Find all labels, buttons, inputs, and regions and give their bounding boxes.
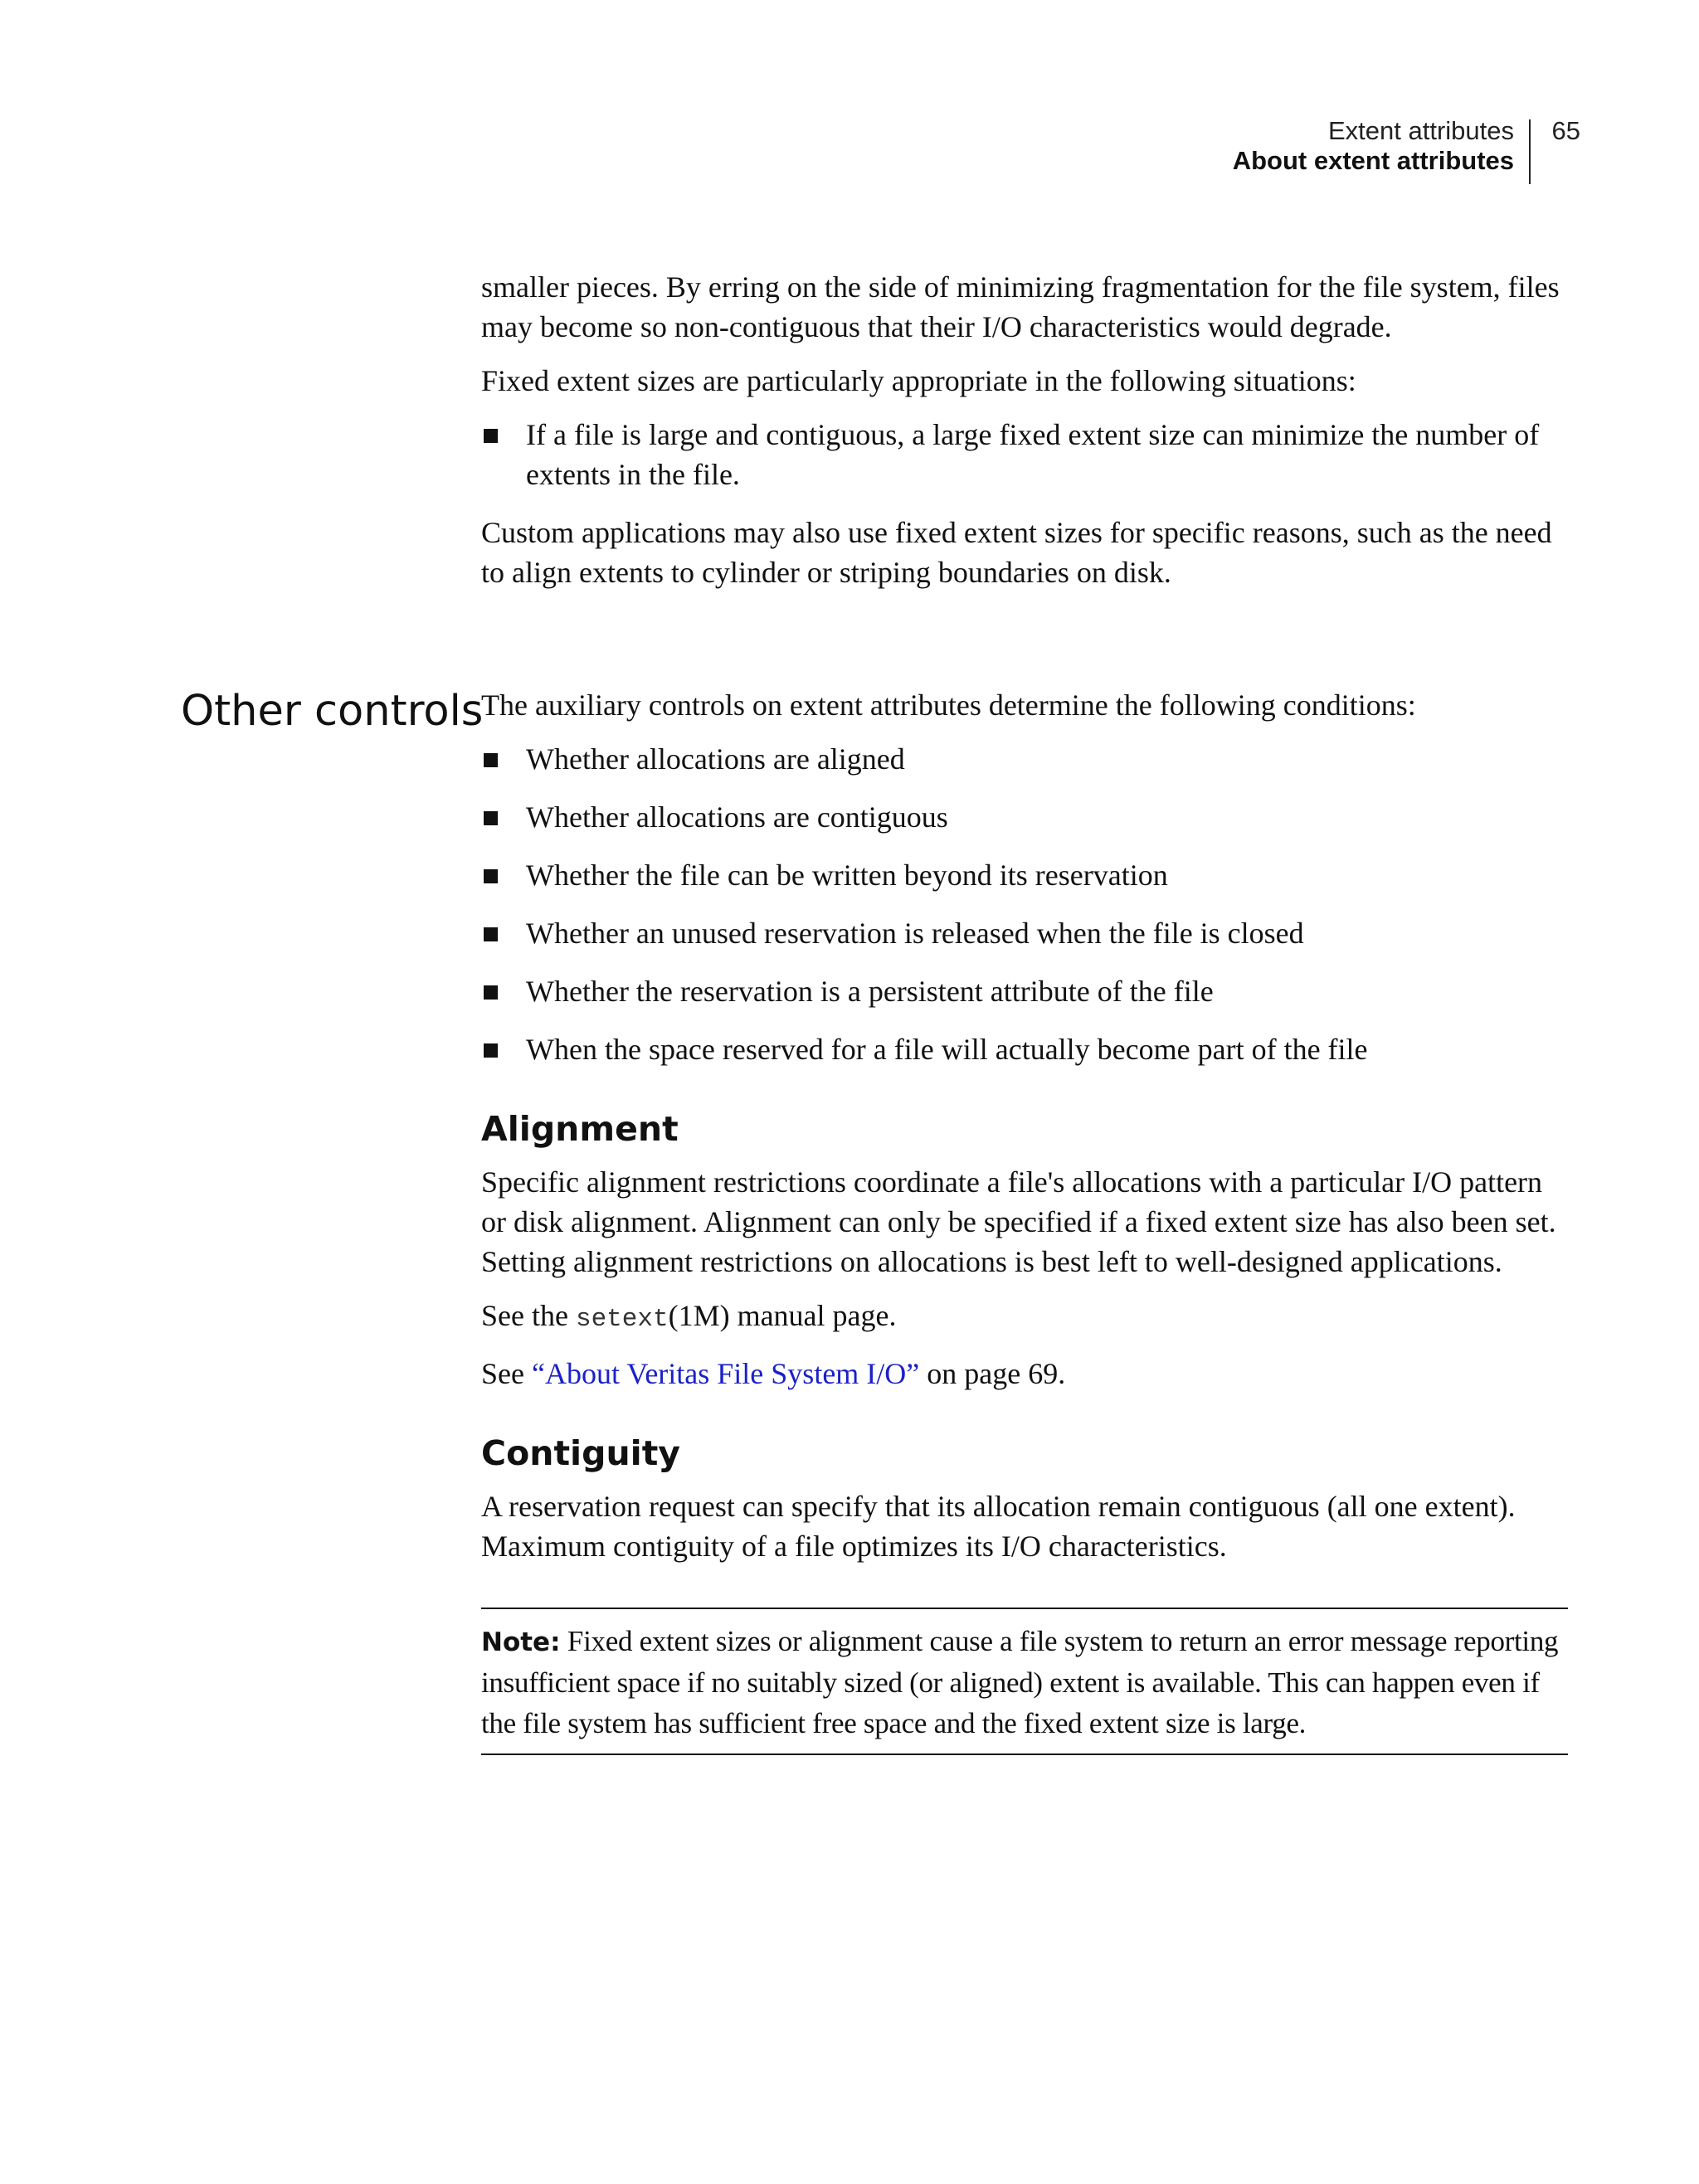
xref-suffix: on page 69. (919, 1357, 1066, 1390)
see-suffix: (1M) manual page. (668, 1299, 897, 1332)
chapter-title: Extent attributes (1327, 116, 1514, 145)
list-item: When the space reserved for a file will actually become part of the file (481, 1029, 1568, 1069)
contiguity-paragraph: A reservation request can specify that its allocation remain contiguous (all one extent). Maximum contiguity of a file optimizes its I/O characteristics. (481, 1490, 1516, 1563)
setext-command: setext (575, 1305, 669, 1334)
heading-alignment: Alignment (481, 1109, 679, 1149)
intro-paragraph-3: Custom applications may also use fixed extent sizes for specific reasons, such as the need to align extents to cylinder or striping boundaries on disk. (481, 516, 1552, 589)
running-header-text (1233, 116, 1514, 176)
xref-prefix: See (481, 1357, 532, 1390)
section-title: About extent attributes (1232, 146, 1514, 175)
list-item: Whether the reservation is a persistent attribute of the file (481, 971, 1568, 1011)
fixed-extent-situations-list (481, 415, 1568, 494)
see-prefix: See the (481, 1299, 576, 1332)
page-number: 65 (1551, 116, 1580, 145)
setext-manual-reference (481, 1296, 1568, 1340)
list-item: Whether the file can be written beyond its reservation (481, 855, 1568, 895)
intro-paragraph-1: smaller pieces. By erring on the side of minimizing fragmentation for the file system, files may become so non-contiguous that their I/O characteristics would degrade. (481, 270, 1560, 343)
veritas-io-link[interactable]: “About Veritas File System I/O” (531, 1357, 920, 1390)
running-header (834, 116, 1580, 181)
heading-contiguity: Contiguity (481, 1433, 681, 1473)
list-item: Whether an unused reservation is released when the file is closed (481, 913, 1568, 953)
header-divider (1529, 119, 1531, 184)
heading-other-controls: Other controls (181, 687, 484, 736)
main-content (481, 267, 1568, 1755)
alignment-paragraph: Specific alignment restrictions coordinate a file's allocations with a particular I/O pattern or disk alignment. Alignment can only be specified if a fixed extent size has also been set. Setting alignment restrictions on allocations is best left to well-designed applications. (481, 1165, 1556, 1278)
list-item: If a file is large and contiguous, a large fixed extent size can minimize the number of extents in the file. (481, 415, 1568, 494)
list-item: Whether allocations are contiguous (481, 797, 1568, 837)
list-item: Whether allocations are aligned (481, 739, 1568, 779)
cross-reference (481, 1354, 1568, 1394)
auxiliary-controls-list (481, 739, 1568, 1069)
note-label: Note: (481, 1627, 561, 1657)
intro-paragraph-2: Fixed extent sizes are particularly appropriate in the following situations: (481, 364, 1356, 397)
note-box (481, 1608, 1568, 1755)
note-text: Fixed extent sizes or alignment cause a file system to return an error message reporting insufficient space if no suitably sized (or aligned) extent is available. This can happen even if the file system has sufficient free space and the fixed extent size is large. (481, 1625, 1559, 1739)
other-controls-intro: The auxiliary controls on extent attributes determine the following conditions: (481, 688, 1416, 722)
